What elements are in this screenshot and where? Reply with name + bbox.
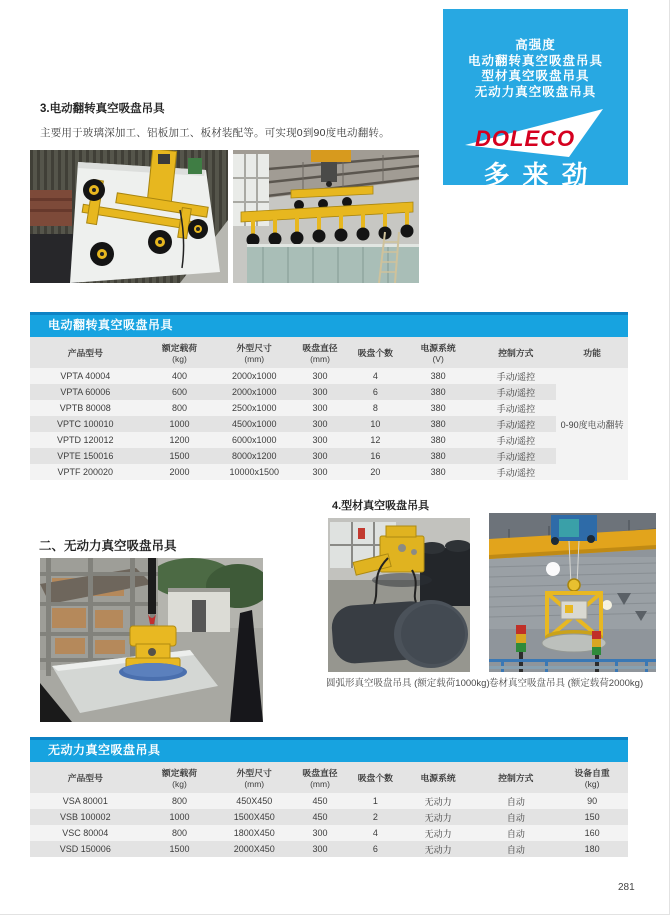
table-cell: 180 (556, 841, 628, 857)
column-header: 外型尺寸 (mm) (218, 337, 290, 368)
table-cell: 6 (350, 841, 401, 857)
section-electric-description: 主要用于玻璃深加工、铝板加工、板材装配等。可实现0到90度电动翻转。 (40, 127, 390, 139)
photo-electric-beam-lifter-art (233, 150, 419, 283)
column-header: 吸盘直径 (mm) (290, 762, 350, 793)
table-cell: 2000 (141, 464, 219, 480)
table-cell: 自动 (475, 793, 556, 809)
table-cell: VPTD 120012 (30, 432, 141, 448)
section-profile-heading: 4.型材真空吸盘吊具 (332, 500, 430, 512)
table-cell: 400 (141, 368, 219, 384)
table-cell: 6 (350, 384, 401, 400)
table-cell: 10 (350, 416, 401, 432)
table-electric-title-bar (30, 312, 628, 337)
table-cell: 自动 (475, 825, 556, 841)
table-cell: 20 (350, 464, 401, 480)
table-cell: 380 (401, 368, 476, 384)
table-cell: 4 (350, 825, 401, 841)
section-electric-heading: 3.电动翻转真空吸盘吊具 (40, 103, 165, 115)
photo-coil-lifter-art (489, 513, 656, 672)
table-cell: 16 (350, 448, 401, 464)
column-header: 吸盘个数 (350, 762, 401, 793)
table-cell: 380 (401, 448, 476, 464)
table-cell: 800 (141, 400, 219, 416)
photo-passive-lifter-art (40, 558, 263, 722)
table-cell: 300 (290, 432, 350, 448)
table-cell: 1500 (141, 448, 219, 464)
table-cell: 380 (401, 400, 476, 416)
table-cell: 300 (290, 448, 350, 464)
table-cell: 12 (350, 432, 401, 448)
caption-arc-lifter: 圆弧形真空吸盘吊具 (额定载荷1000kg) (326, 678, 490, 689)
table-cell: 2500x1000 (218, 400, 290, 416)
photo-passive-lifter (40, 558, 263, 722)
column-header: 外型尺寸 (mm) (218, 762, 290, 793)
table-row (30, 384, 628, 400)
column-header: 产品型号 (30, 337, 141, 368)
column-header: 控制方式 (475, 337, 556, 368)
table-row (30, 825, 628, 841)
table-row (30, 416, 628, 432)
table-cell: 1 (350, 793, 401, 809)
table-cell: 800 (141, 793, 219, 809)
table-cell: 380 (401, 384, 476, 400)
photo-arc-lifter-art (328, 518, 470, 672)
photo-electric-tilting-lifter-art (30, 150, 228, 283)
table-cell: 4 (350, 368, 401, 384)
table-cell: 450X450 (218, 793, 290, 809)
table-cell: 380 (401, 464, 476, 480)
table-cell: 手动/遥控 (475, 448, 556, 464)
column-header: 控制方式 (475, 762, 556, 793)
section-passive-heading: 二、无动力真空吸盘吊具 (39, 539, 177, 553)
table-cell: 自动 (475, 841, 556, 857)
column-header: 吸盘个数 (350, 337, 401, 368)
table-cell: 800 (141, 825, 219, 841)
doleco-logo-text: DOLECO (475, 126, 576, 151)
table-cell: 8 (350, 400, 401, 416)
table-cell: 手动/遥控 (475, 400, 556, 416)
doleco-logo (465, 109, 605, 159)
table-cell: 无动力 (401, 809, 476, 825)
table-cell: 380 (401, 416, 476, 432)
table-cell: VPTB 80008 (30, 400, 141, 416)
table-cell: 手动/遥控 (475, 432, 556, 448)
brand-line: 高强度 (515, 38, 556, 52)
table-electric-header-row (30, 337, 628, 368)
table-cell: 手动/遥控 (475, 368, 556, 384)
brand-line: 电动翻转真空吸盘吊具 (467, 53, 603, 68)
table-cell: VPTC 100010 (30, 416, 141, 432)
table-cell: 1500 (141, 841, 219, 857)
merged-function-cell: 0-90度电动翻转 (556, 368, 628, 480)
table-passive-title: 无动力真空吸盘吊具 (48, 743, 161, 757)
brand-tagline (443, 38, 628, 100)
table-row (30, 809, 628, 825)
table-cell: 手动/遥控 (475, 464, 556, 480)
table-cell: 无动力 (401, 793, 476, 809)
photo-coil-lifter (489, 513, 656, 672)
table-passive-section (30, 737, 628, 857)
column-header: 电源系统 (V) (401, 337, 476, 368)
table-cell: VPTA 60006 (30, 384, 141, 400)
table-cell: 8000x1200 (218, 448, 290, 464)
table-cell: 1000 (141, 416, 219, 432)
table-cell: 无动力 (401, 841, 476, 857)
table-cell: 2000x1000 (218, 368, 290, 384)
table-row (30, 368, 628, 384)
brand-box (443, 9, 628, 190)
photo-arc-lifter (328, 518, 470, 672)
table-row (30, 841, 628, 857)
table-cell: VPTA 40004 (30, 368, 141, 384)
table-cell: 300 (290, 368, 350, 384)
caption-coil-lifter: 卷材真空吸盘吊具 (额定载荷2000kg) (489, 678, 644, 689)
table-row (30, 793, 628, 809)
brand-line: 型材真空吸盘吊具 (481, 69, 590, 83)
table-cell: 90 (556, 793, 628, 809)
table-electric (30, 337, 628, 480)
table-cell: 300 (290, 416, 350, 432)
table-electric-title: 电动翻转真空吸盘吊具 (48, 318, 174, 332)
table-row (30, 400, 628, 416)
table-cell: 1000 (141, 809, 219, 825)
table-cell: 300 (290, 384, 350, 400)
table-cell: 1200 (141, 432, 219, 448)
table-cell: VSA 80001 (30, 793, 141, 809)
table-cell: 300 (290, 841, 350, 857)
table-cell: 6000x1000 (218, 432, 290, 448)
table-cell: VPTF 200020 (30, 464, 141, 480)
table-cell: 160 (556, 825, 628, 841)
table-row (30, 448, 628, 464)
column-header: 设备自重 (kg) (556, 762, 628, 793)
column-header: 吸盘直径 (mm) (290, 337, 350, 368)
table-cell: 4500x1000 (218, 416, 290, 432)
table-cell: 2 (350, 809, 401, 825)
column-header: 功能 (556, 337, 628, 368)
table-electric-section (30, 312, 628, 480)
table-cell: 600 (141, 384, 219, 400)
table-row (30, 464, 628, 480)
page-number: 281 (618, 882, 635, 893)
table-cell: VSD 150006 (30, 841, 141, 857)
column-header: 额定载荷 (kg) (141, 762, 219, 793)
photo-electric-beam-lifter (233, 150, 419, 283)
column-header: 额定载荷 (kg) (141, 337, 219, 368)
table-cell: 自动 (475, 809, 556, 825)
table-cell: 2000x1000 (218, 384, 290, 400)
table-cell: 2000X450 (218, 841, 290, 857)
table-cell: 手动/遥控 (475, 416, 556, 432)
brand-chinese-name: 多来劲 (483, 160, 601, 190)
table-cell: 无动力 (401, 825, 476, 841)
table-cell: 150 (556, 809, 628, 825)
table-passive-title-bar (30, 737, 628, 762)
table-cell: 450 (290, 809, 350, 825)
table-passive-header-row (30, 762, 628, 793)
table-cell: 380 (401, 432, 476, 448)
table-cell: VSC 80004 (30, 825, 141, 841)
table-cell: 1500X450 (218, 809, 290, 825)
table-cell: 450 (290, 793, 350, 809)
brand-line: 无动力真空吸盘吊具 (474, 84, 597, 99)
table-cell: VSB 100002 (30, 809, 141, 825)
photo-electric-tilting-lifter (30, 150, 228, 283)
table-cell: 300 (290, 464, 350, 480)
table-cell: 手动/遥控 (475, 384, 556, 400)
column-header: 产品型号 (30, 762, 141, 793)
table-row (30, 432, 628, 448)
table-cell: 10000x1500 (218, 464, 290, 480)
table-cell: 300 (290, 825, 350, 841)
table-cell: 1800X450 (218, 825, 290, 841)
table-cell: 300 (290, 400, 350, 416)
table-passive (30, 762, 628, 857)
column-header: 电源系统 (401, 762, 476, 793)
table-cell: VPTE 150016 (30, 448, 141, 464)
